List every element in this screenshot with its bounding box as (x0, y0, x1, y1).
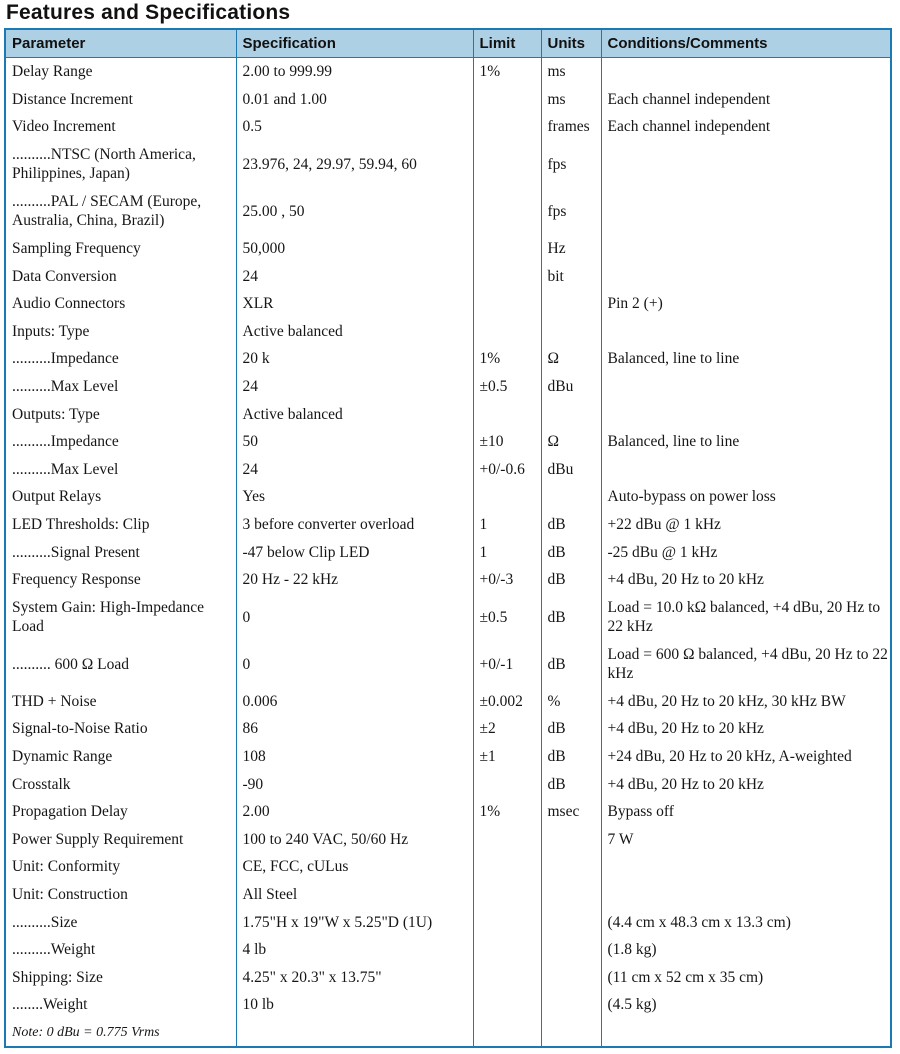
cell-parameter: Data Conversion (6, 262, 236, 290)
table-row (6, 400, 890, 428)
cell-limit (473, 770, 541, 798)
cell-specification: 0 (236, 641, 473, 688)
cell-conditions: (1.8 kg) (607, 941, 657, 959)
table-row (6, 908, 890, 936)
cell-parameter: Frequency Response (6, 566, 236, 594)
cell-parameter: THD + Noise (6, 688, 236, 716)
table-row (6, 262, 890, 290)
table-row (6, 881, 890, 909)
cell-limit: 1% (473, 345, 541, 373)
table-row (6, 428, 890, 456)
cell-specification: 50,000 (236, 235, 473, 263)
cell-parameter: ..........Max Level (6, 373, 236, 401)
cell-parameter: Signal-to-Noise Ratio (6, 715, 236, 743)
cell-conditions (601, 141, 890, 188)
table-row (6, 538, 890, 566)
header-conditions: Conditions/Comments (601, 30, 890, 58)
cell-limit (473, 188, 541, 235)
cell-units: dB (541, 715, 601, 743)
cell-conditions (601, 318, 890, 346)
cell-units: Ω (541, 345, 601, 373)
cell-limit (473, 483, 541, 511)
cell-limit (473, 113, 541, 141)
cell-parameter: Output Relays (6, 483, 236, 511)
cell-specification: CE, FCC, cULus (236, 853, 473, 881)
cell-parameter: Outputs: Type (6, 400, 236, 428)
cell-parameter: LED Thresholds: Clip (6, 511, 236, 539)
cell-specification: 4 lb (236, 936, 473, 964)
cell-specification: 3 before converter overload (236, 511, 473, 539)
cell-parameter: ..........NTSC (North America, Philippines, Japan) (6, 141, 236, 188)
cell-limit (473, 963, 541, 991)
cell-units: Hz (541, 235, 601, 263)
cell-conditions: (11 cm x 52 cm x 35 cm) (607, 968, 764, 986)
cell-units: dBu (541, 373, 601, 401)
cell-units (541, 991, 601, 1019)
cell-limit (473, 881, 541, 909)
cell-conditions: +4 dBu, 20 Hz to 20 kHz (607, 775, 764, 793)
cell-specification: Active balanced (236, 318, 473, 346)
cell-specification: All Steel (236, 881, 473, 909)
cell-conditions (601, 58, 890, 86)
cell-conditions: Load = 600 Ω balanced, +4 dBu, 20 Hz to 22 kHz (607, 646, 888, 682)
cell-conditions: Load = 10.0 kΩ balanced, +4 dBu, 20 Hz to 22 kHz (607, 599, 881, 635)
cell-specification: 2.00 (236, 798, 473, 826)
cell-empty (473, 1019, 541, 1047)
cell-limit (473, 262, 541, 290)
cell-conditions: +4 dBu, 20 Hz to 20 kHz (607, 720, 764, 738)
cell-specification: 1.75"H x 19"W x 5.25"D (1U) (236, 908, 473, 936)
header-specification: Specification (236, 30, 473, 58)
cell-specification: 2.00 to 999.99 (236, 58, 473, 86)
table-row (6, 641, 890, 688)
page-title: Features and Specifications (6, 1, 291, 24)
cell-limit: 1% (473, 58, 541, 86)
cell-units: Ω (541, 428, 601, 456)
header-parameter: Parameter (6, 30, 236, 58)
cell-conditions: Pin 2 (+) (607, 295, 663, 313)
cell-specification: 20 k (236, 345, 473, 373)
table-row (6, 853, 890, 881)
cell-limit (473, 936, 541, 964)
cell-specification: 23.976, 24, 29.97, 59.94, 60 (236, 141, 473, 188)
cell-conditions: Balanced, line to line (607, 350, 740, 368)
cell-conditions (601, 262, 890, 290)
cell-units: dB (541, 594, 601, 641)
cell-limit: +0/-1 (473, 641, 541, 688)
cell-units (541, 853, 601, 881)
cell-conditions (601, 881, 890, 909)
table-row (6, 318, 890, 346)
cell-limit: 1% (473, 798, 541, 826)
cell-empty (236, 1019, 473, 1047)
cell-units: dBu (541, 456, 601, 484)
cell-units: ms (541, 86, 601, 114)
cell-parameter: Delay Range (6, 58, 236, 86)
cell-conditions: (4.5 kg) (607, 996, 657, 1014)
cell-specification: 0.01 and 1.00 (236, 86, 473, 114)
cell-limit: +0/-0.6 (473, 456, 541, 484)
spec-table (6, 30, 890, 1047)
cell-units: fps (541, 141, 601, 188)
cell-limit (473, 400, 541, 428)
footnote: Note: 0 dBu = 0.775 Vrms (6, 1019, 236, 1047)
cell-conditions (601, 456, 890, 484)
cell-conditions: +4 dBu, 20 Hz to 20 kHz, 30 kHz BW (607, 692, 846, 710)
table-row (6, 58, 890, 86)
cell-specification: 24 (236, 262, 473, 290)
cell-conditions: +24 dBu, 20 Hz to 20 kHz, A-weighted (607, 747, 852, 765)
cell-parameter: Propagation Delay (6, 798, 236, 826)
table-row (6, 566, 890, 594)
cell-units (541, 400, 601, 428)
cell-units (541, 881, 601, 909)
table-row (6, 345, 890, 373)
cell-parameter: Unit: Conformity (6, 853, 236, 881)
cell-specification: 24 (236, 373, 473, 401)
cell-parameter: System Gain: High-Impedance Load (6, 594, 236, 641)
cell-parameter: ..........Size (6, 908, 236, 936)
cell-specification: 100 to 240 VAC, 50/60 Hz (236, 825, 473, 853)
table-row (6, 688, 890, 716)
cell-parameter: Audio Connectors (6, 290, 236, 318)
cell-limit: 1 (473, 538, 541, 566)
cell-parameter: ..........Signal Present (6, 538, 236, 566)
cell-limit: 1 (473, 511, 541, 539)
cell-specification: 25.00 , 50 (236, 188, 473, 235)
table-row (6, 235, 890, 263)
cell-parameter: Power Supply Requirement (6, 825, 236, 853)
header-limit: Limit (473, 30, 541, 58)
cell-parameter: ........Weight (6, 991, 236, 1019)
cell-specification: 10 lb (236, 991, 473, 1019)
cell-conditions (601, 400, 890, 428)
cell-limit: +0/-3 (473, 566, 541, 594)
cell-units: dB (541, 566, 601, 594)
cell-conditions: Bypass off (607, 803, 674, 821)
cell-conditions: -25 dBu @ 1 kHz (607, 543, 718, 561)
cell-parameter: Shipping: Size (6, 963, 236, 991)
cell-conditions: Each channel independent (607, 118, 771, 136)
cell-conditions: +4 dBu, 20 Hz to 20 kHz (607, 571, 764, 589)
spec-table-frame (4, 28, 892, 1048)
table-row (6, 188, 890, 235)
cell-units (541, 318, 601, 346)
table-row (6, 825, 890, 853)
cell-units: msec (541, 798, 601, 826)
cell-specification: 108 (236, 743, 473, 771)
cell-limit (473, 141, 541, 188)
cell-specification: Yes (236, 483, 473, 511)
cell-limit (473, 86, 541, 114)
cell-parameter: ..........Weight (6, 936, 236, 964)
cell-conditions (601, 235, 890, 263)
header-units: Units (541, 30, 601, 58)
cell-specification: -90 (236, 770, 473, 798)
table-row (6, 141, 890, 188)
cell-units: bit (541, 262, 601, 290)
cell-specification: 24 (236, 456, 473, 484)
cell-specification: 0.006 (236, 688, 473, 716)
cell-parameter: Crosstalk (6, 770, 236, 798)
cell-limit (473, 853, 541, 881)
cell-units (541, 936, 601, 964)
cell-conditions: 7 W (607, 830, 634, 848)
table-row (6, 936, 890, 964)
table-row (6, 715, 890, 743)
cell-units: dB (541, 511, 601, 539)
table-row (6, 594, 890, 641)
cell-parameter: ..........Impedance (6, 345, 236, 373)
cell-empty (541, 1019, 601, 1047)
cell-units: ms (541, 58, 601, 86)
table-row (6, 483, 890, 511)
cell-parameter: ..........PAL / SECAM (Europe, Australia, China, Brazil) (6, 188, 236, 235)
cell-specification: XLR (236, 290, 473, 318)
table-row (6, 743, 890, 771)
cell-limit: ±10 (473, 428, 541, 456)
table-row (6, 86, 890, 114)
cell-limit (473, 235, 541, 263)
cell-limit: ±2 (473, 715, 541, 743)
cell-parameter: Unit: Construction (6, 881, 236, 909)
table-row (6, 963, 890, 991)
cell-conditions: Each channel independent (607, 90, 771, 108)
cell-conditions: +22 dBu @ 1 kHz (607, 516, 721, 534)
cell-conditions (601, 853, 890, 881)
cell-units: fps (541, 188, 601, 235)
cell-parameter: .......... 600 Ω Load (6, 641, 236, 688)
table-row (6, 113, 890, 141)
cell-specification: 50 (236, 428, 473, 456)
cell-limit (473, 290, 541, 318)
cell-conditions (601, 373, 890, 401)
cell-conditions (601, 188, 890, 235)
cell-limit: ±0.002 (473, 688, 541, 716)
cell-units (541, 825, 601, 853)
cell-specification: 4.25" x 20.3" x 13.75" (236, 963, 473, 991)
cell-specification: 20 Hz - 22 kHz (236, 566, 473, 594)
table-row (6, 798, 890, 826)
cell-conditions: (4.4 cm x 48.3 cm x 13.3 cm) (607, 913, 791, 931)
cell-parameter: ..........Max Level (6, 456, 236, 484)
table-row (6, 770, 890, 798)
cell-empty (601, 1019, 890, 1047)
cell-limit (473, 825, 541, 853)
cell-specification: Active balanced (236, 400, 473, 428)
cell-units (541, 483, 601, 511)
cell-specification: 0 (236, 594, 473, 641)
cell-parameter: Dynamic Range (6, 743, 236, 771)
cell-units: % (541, 688, 601, 716)
table-row (6, 511, 890, 539)
cell-limit: ±0.5 (473, 373, 541, 401)
cell-units: dB (541, 743, 601, 771)
cell-units: frames (541, 113, 601, 141)
cell-units (541, 963, 601, 991)
cell-limit (473, 318, 541, 346)
cell-specification: 86 (236, 715, 473, 743)
cell-units: dB (541, 770, 601, 798)
cell-units (541, 290, 601, 318)
cell-conditions: Balanced, line to line (607, 433, 740, 451)
header-row (6, 30, 890, 58)
cell-specification: -47 below Clip LED (236, 538, 473, 566)
cell-limit: ±1 (473, 743, 541, 771)
cell-parameter: ..........Impedance (6, 428, 236, 456)
table-row (6, 991, 890, 1019)
cell-units: dB (541, 641, 601, 688)
cell-limit (473, 908, 541, 936)
cell-parameter: Sampling Frequency (6, 235, 236, 263)
cell-specification: 0.5 (236, 113, 473, 141)
cell-limit (473, 991, 541, 1019)
cell-parameter: Video Increment (6, 113, 236, 141)
cell-parameter: Inputs: Type (6, 318, 236, 346)
note-row (6, 1019, 890, 1047)
cell-units: dB (541, 538, 601, 566)
cell-limit: ±0.5 (473, 594, 541, 641)
table-row (6, 373, 890, 401)
cell-parameter: Distance Increment (6, 86, 236, 114)
table-row (6, 290, 890, 318)
table-row (6, 456, 890, 484)
cell-units (541, 908, 601, 936)
cell-conditions: Auto-bypass on power loss (607, 488, 776, 506)
